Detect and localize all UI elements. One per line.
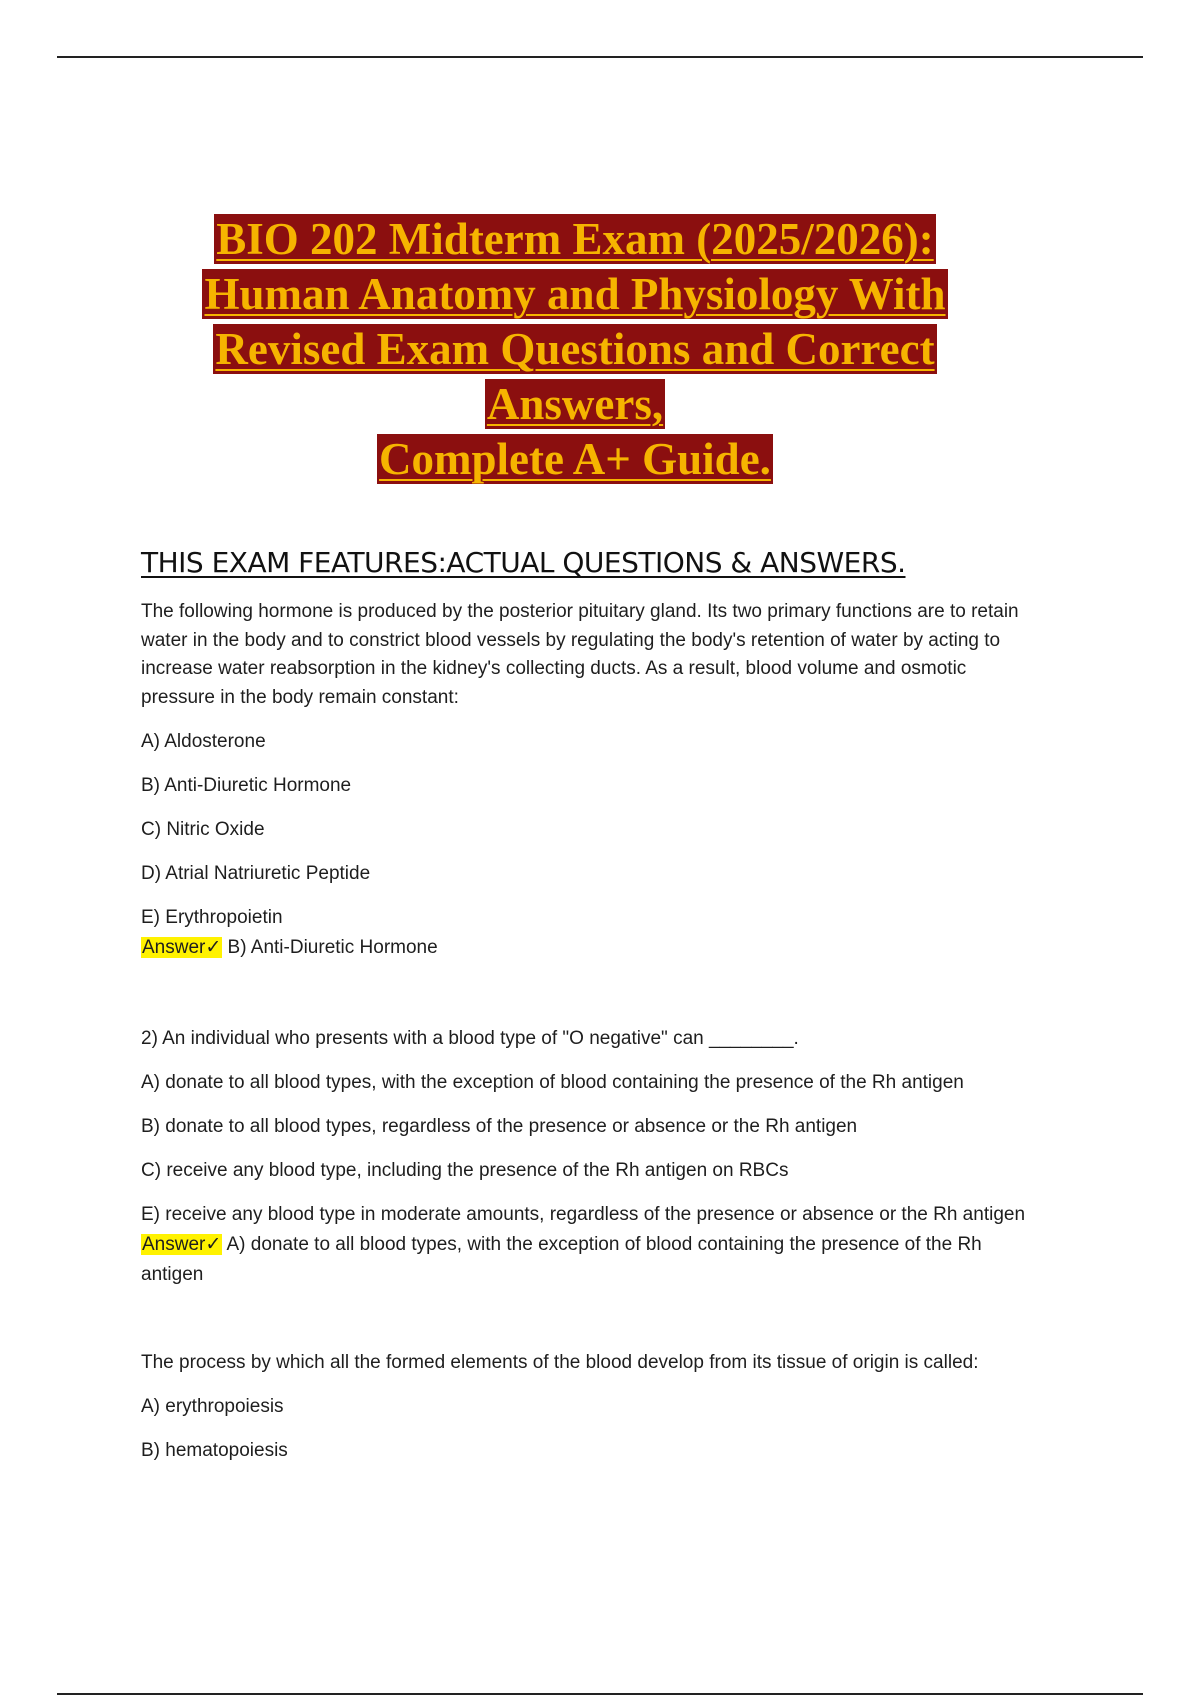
question-2-answer [141, 1231, 982, 1259]
question-1-option-b: B) Anti-Diuretic Hormone [141, 775, 352, 796]
bottom-rule [57, 1693, 1143, 1695]
question-3-option-b: B) hematopoiesis [141, 1440, 288, 1461]
question-2-option-e: E) receive any blood type in moderate amounts, regardless of the presence or absence or the Rh antigen [141, 1204, 1026, 1225]
question-1-answer-text: B) Anti-Diuretic Hormone [222, 937, 438, 958]
question-1-option-d: D) Atrial Natriuretic Peptide [141, 863, 371, 884]
question-2-answer-text: A) donate to all blood types, with the exception of blood containing the presence of the Rh [222, 1234, 982, 1255]
question-3-option-a: A) erythropoiesis [141, 1396, 284, 1417]
question-1-stem: The following hormone is produced by the posterior pituitary gland. Its two primary functions are to retain water in the body and to constrict blood vessels by regulating the body's retention of water by acting to increase water reabsorption in the kidney's collecting ducts. As a result, blood volume and osmotic pressure in the body remain constant: [141, 601, 1019, 708]
title-line-2: Human Anatomy and Physiology With [204, 269, 946, 319]
question-3-stem: The process by which all the formed elements of the blood develop from its tissue of origin is called: [141, 1352, 979, 1373]
title-line-1: BIO 202 Midterm Exam (2025/2026): [216, 214, 934, 264]
title-line-3: Revised Exam Questions and Correct [215, 324, 935, 374]
document-title [0, 212, 1150, 487]
answer-highlight: Answer✓ [142, 1234, 222, 1255]
title-line-5: Complete A+ Guide. [379, 434, 771, 484]
title-line-4: Answers, [486, 379, 664, 429]
question-2-option-c: C) receive any blood type, including the presence of the Rh antigen on RBCs [141, 1160, 789, 1181]
answer-highlight: Answer✓ [142, 937, 222, 958]
question-1-option-a: A) Aldosterone [141, 731, 266, 752]
question-2-option-b: B) donate to all blood types, regardless of the presence or absence or the Rh antigen [141, 1116, 858, 1137]
question-1-option-c: C) Nitric Oxide [141, 819, 265, 840]
top-rule [57, 56, 1143, 58]
features-heading: THIS EXAM FEATURES:ACTUAL QUESTIONS & ANSWERS. [141, 546, 906, 579]
question-1-option-e: E) Erythropoietin [141, 907, 283, 928]
question-2-option-a: A) donate to all blood types, with the exception of blood containing the presence of the Rh antigen [141, 1072, 964, 1093]
question-2-stem: 2) An individual who presents with a blood type of "O negative" can ________. [141, 1028, 799, 1049]
question-1-answer [141, 934, 438, 962]
question-2-answer-cont: antigen [141, 1264, 204, 1285]
